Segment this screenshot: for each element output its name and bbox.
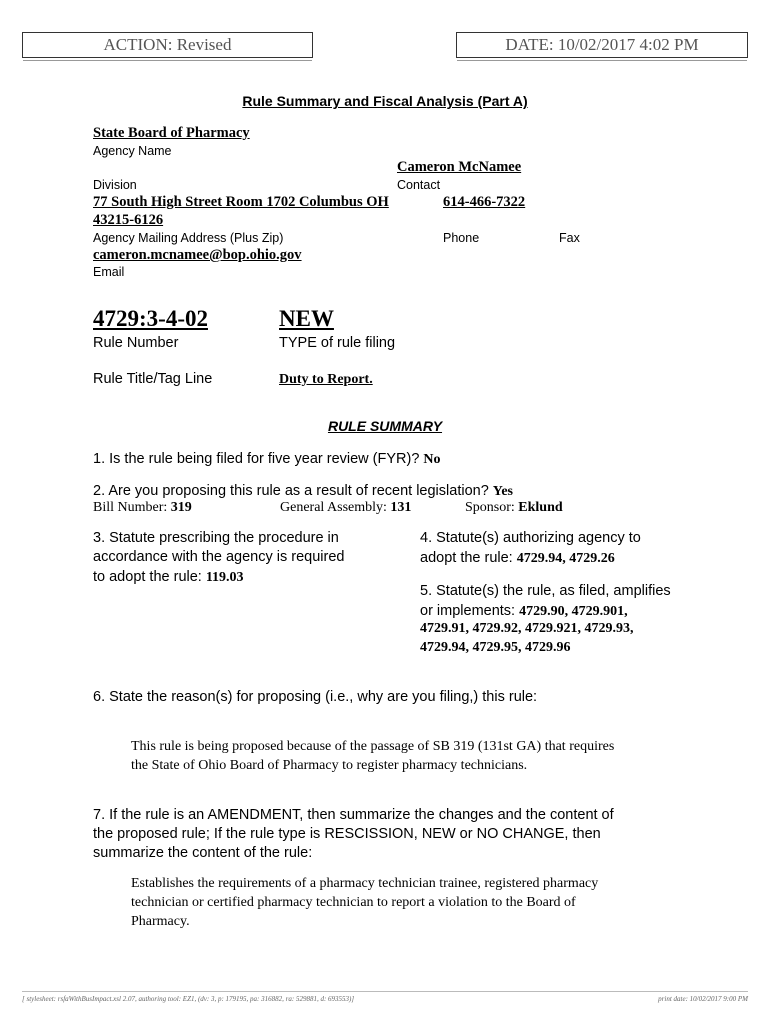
phone-label: Phone bbox=[443, 231, 480, 245]
sponsor-row bbox=[465, 500, 563, 516]
rule-type: NEW bbox=[279, 306, 334, 331]
action-label: ACTION: Revised bbox=[103, 35, 232, 54]
footer-print-date: print date: 10/02/2017 9:00 PM bbox=[658, 995, 748, 1003]
question-3-answer: 119.03 bbox=[205, 570, 244, 585]
question-3-line-3 bbox=[93, 568, 244, 586]
question-7-line-3: summarize the content of the rule: bbox=[93, 845, 313, 861]
rule-title-label: Rule Title/Tag Line bbox=[93, 371, 213, 387]
action-box bbox=[22, 32, 313, 58]
question-4-line-1: 4. Statute(s) authorizing agency to bbox=[420, 530, 641, 546]
question-7-line-2: the proposed rule; If the rule type is RESCISSION, NEW or NO CHANGE, then bbox=[93, 826, 601, 842]
sponsor-label: Sponsor: bbox=[465, 500, 515, 515]
footer-stylesheet: [ stylesheet: rsfaWithBusImpact.xsl 2.07, authoring tool: EZ1, (dv: 3, p: 179195, pa: 316882, ra: 529881, d: 693553)] bbox=[22, 995, 355, 1003]
date-label: DATE: 10/02/2017 4:02 PM bbox=[505, 35, 699, 54]
question-7-answer-3: Pharmacy. bbox=[131, 914, 190, 929]
question-6-text: 6. State the reason(s) for proposing (i.e., why are you filing,) this rule: bbox=[93, 689, 538, 705]
question-5-last: or implements: bbox=[420, 603, 516, 619]
question-1 bbox=[93, 450, 441, 468]
question-6-answer-2: the State of Ohio Board of Pharmacy to register pharmacy technicians. bbox=[131, 758, 528, 773]
assembly-label: General Assembly: bbox=[280, 500, 387, 515]
rule-summary-heading: RULE SUMMARY bbox=[327, 418, 443, 434]
question-3-last: to adopt the rule: bbox=[93, 569, 202, 585]
question-4-answer: 4729.94, 4729.26 bbox=[516, 551, 615, 566]
question-1-text: 1. Is the rule being filed for five year review (FYR)? bbox=[93, 451, 420, 467]
fax-label: Fax bbox=[559, 231, 580, 245]
contact-name: Cameron McNamee bbox=[397, 159, 522, 175]
assembly-row bbox=[280, 500, 411, 516]
question-7-answer-1: Establishes the requirements of a pharmacy technician trainee, registered pharmacy bbox=[131, 876, 599, 891]
sponsor-value: Eklund bbox=[518, 500, 563, 515]
question-2 bbox=[93, 482, 513, 500]
page-title: Rule Summary and Fiscal Analysis (Part A) bbox=[242, 93, 528, 109]
agency-name-label: Agency Name bbox=[93, 144, 172, 158]
address-label: Agency Mailing Address (Plus Zip) bbox=[93, 231, 284, 245]
date-box bbox=[456, 32, 748, 58]
question-4-last: adopt the rule: bbox=[420, 550, 513, 566]
question-2-text: 2. Are you proposing this rule as a result of recent legislation? bbox=[93, 483, 489, 499]
question-3-line-2: accordance with the agency is required bbox=[93, 549, 345, 565]
question-7-answer-2: technician or certified pharmacy technician to report a violation to the Board of bbox=[131, 895, 576, 910]
rule-type-label: TYPE of rule filing bbox=[279, 335, 396, 351]
question-2-answer: Yes bbox=[492, 484, 513, 499]
rule-number-label: Rule Number bbox=[93, 335, 179, 351]
question-4-line-2 bbox=[420, 549, 615, 567]
email-label: Email bbox=[93, 265, 125, 279]
address-line-1: 77 South High Street Room 1702 Columbus OH bbox=[93, 194, 389, 210]
bill-label: Bill Number: bbox=[93, 500, 168, 515]
rule-title: Duty to Report. bbox=[279, 372, 373, 387]
address-line-2: 43215-6126 bbox=[93, 212, 164, 228]
question-3-line-1: 3. Statute prescribing the procedure in bbox=[93, 530, 339, 546]
contact-label: Contact bbox=[397, 178, 441, 192]
phone-number: 614-466-7322 bbox=[443, 194, 526, 210]
question-5-answer-2: 4729.91, 4729.92, 4729.921, 4729.93, bbox=[420, 621, 634, 636]
question-5-line-1: 5. Statute(s) the rule, as filed, amplifies bbox=[420, 583, 671, 599]
division-label: Division bbox=[93, 178, 137, 192]
question-5-answer-3: 4729.94, 4729.95, 4729.96 bbox=[420, 640, 571, 655]
footer-rule bbox=[22, 991, 748, 992]
question-7-line-1: 7. If the rule is an AMENDMENT, then summarize the changes and the content of bbox=[93, 807, 614, 823]
rule-number: 4729:3-4-02 bbox=[93, 306, 208, 331]
email-address: cameron.mcnamee@bop.ohio.gov bbox=[93, 247, 302, 263]
agency-name: State Board of Pharmacy bbox=[93, 125, 250, 141]
bill-number-row bbox=[93, 500, 192, 516]
bill-value: 319 bbox=[170, 500, 192, 515]
question-1-answer: No bbox=[423, 452, 441, 467]
assembly-value: 131 bbox=[390, 500, 412, 515]
question-6-answer-1: This rule is being proposed because of the passage of SB 319 (131st GA) that requires bbox=[131, 739, 615, 754]
question-5-line-2 bbox=[420, 602, 628, 620]
question-5-answer-1: 4729.90, 4729.901, bbox=[519, 604, 628, 619]
